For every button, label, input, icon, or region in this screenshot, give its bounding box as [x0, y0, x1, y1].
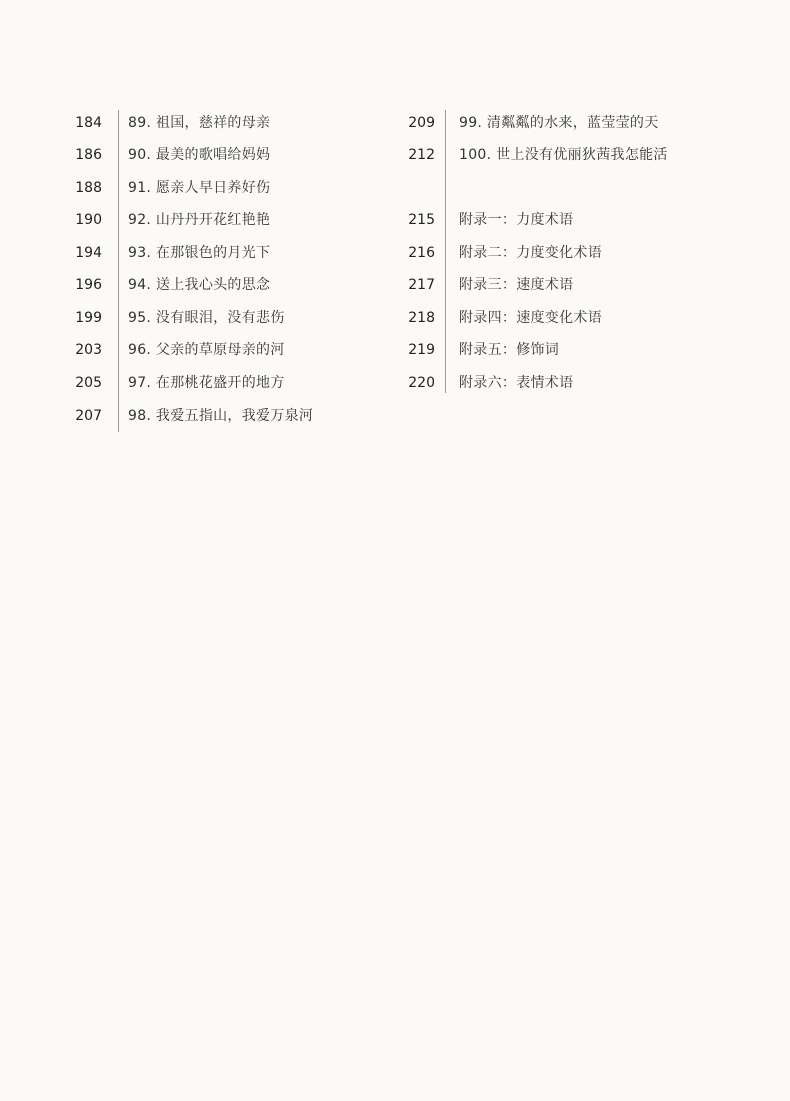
toc-entry[interactable]	[395, 305, 725, 331]
page-number: 194	[75, 245, 102, 261]
entry-title: 94. 送上我心头的思念	[128, 277, 271, 293]
entry-title: 100. 世上没有优丽狄茜我怎能活	[459, 147, 668, 163]
toc-entry[interactable]	[60, 240, 390, 266]
page-number: 219	[408, 342, 435, 358]
page-number: 184	[75, 115, 102, 131]
toc-entry[interactable]	[395, 207, 725, 233]
entry-title: 附录六：表情术语	[459, 375, 574, 391]
toc-entry[interactable]	[60, 403, 390, 429]
toc-entry[interactable]	[60, 110, 390, 136]
toc-entry[interactable]	[395, 337, 725, 363]
toc-entry[interactable]	[395, 240, 725, 266]
page-number: 186	[75, 147, 102, 163]
entry-title: 97. 在那桃花盛开的地方	[128, 375, 285, 391]
entry-title: 95. 没有眼泪，没有悲伤	[128, 310, 285, 326]
entry-title: 98. 我爱五指山，我爱万泉河	[128, 408, 314, 424]
page-number: 217	[408, 277, 435, 293]
page-number: 207	[75, 408, 102, 424]
page-number: 215	[408, 212, 435, 228]
page-number: 212	[408, 147, 435, 163]
toc-entry[interactable]	[60, 337, 390, 363]
entry-title: 99. 清粼粼的水来，蓝莹莹的天	[459, 115, 659, 131]
page-number: 218	[408, 310, 435, 326]
toc-entry[interactable]	[395, 370, 725, 396]
toc-entry[interactable]	[60, 370, 390, 396]
entry-title: 92. 山丹丹开花红艳艳	[128, 212, 271, 228]
entry-title: 89. 祖国，慈祥的母亲	[128, 115, 271, 131]
toc-entry[interactable]	[60, 175, 390, 201]
page-number: 203	[75, 342, 102, 358]
entry-title: 91. 愿亲人早日养好伤	[128, 180, 271, 196]
page-number: 188	[75, 180, 102, 196]
page-number: 190	[75, 212, 102, 228]
page-number: 216	[408, 245, 435, 261]
toc-entry[interactable]	[60, 142, 390, 168]
page-number: 196	[75, 277, 102, 293]
toc-entry[interactable]	[395, 142, 725, 168]
page-number: 205	[75, 375, 102, 391]
entry-title: 附录一：力度术语	[459, 212, 574, 228]
entry-title: 附录三：速度术语	[459, 277, 574, 293]
entry-title: 96. 父亲的草原母亲的河	[128, 342, 285, 358]
entry-title: 附录二：力度变化术语	[459, 245, 602, 261]
entry-title: 附录五：修饰词	[459, 342, 560, 358]
entry-title: 93. 在那银色的月光下	[128, 245, 271, 261]
entry-title: 90. 最美的歌唱给妈妈	[128, 147, 271, 163]
page-number: 209	[408, 115, 435, 131]
toc-entry[interactable]	[60, 207, 390, 233]
toc-entry[interactable]	[395, 272, 725, 298]
toc-entry[interactable]	[60, 272, 390, 298]
page-number: 199	[75, 310, 102, 326]
toc-entry[interactable]	[60, 305, 390, 331]
page-number: 220	[408, 375, 435, 391]
entry-title: 附录四：速度变化术语	[459, 310, 602, 326]
toc-entry[interactable]	[395, 110, 725, 136]
